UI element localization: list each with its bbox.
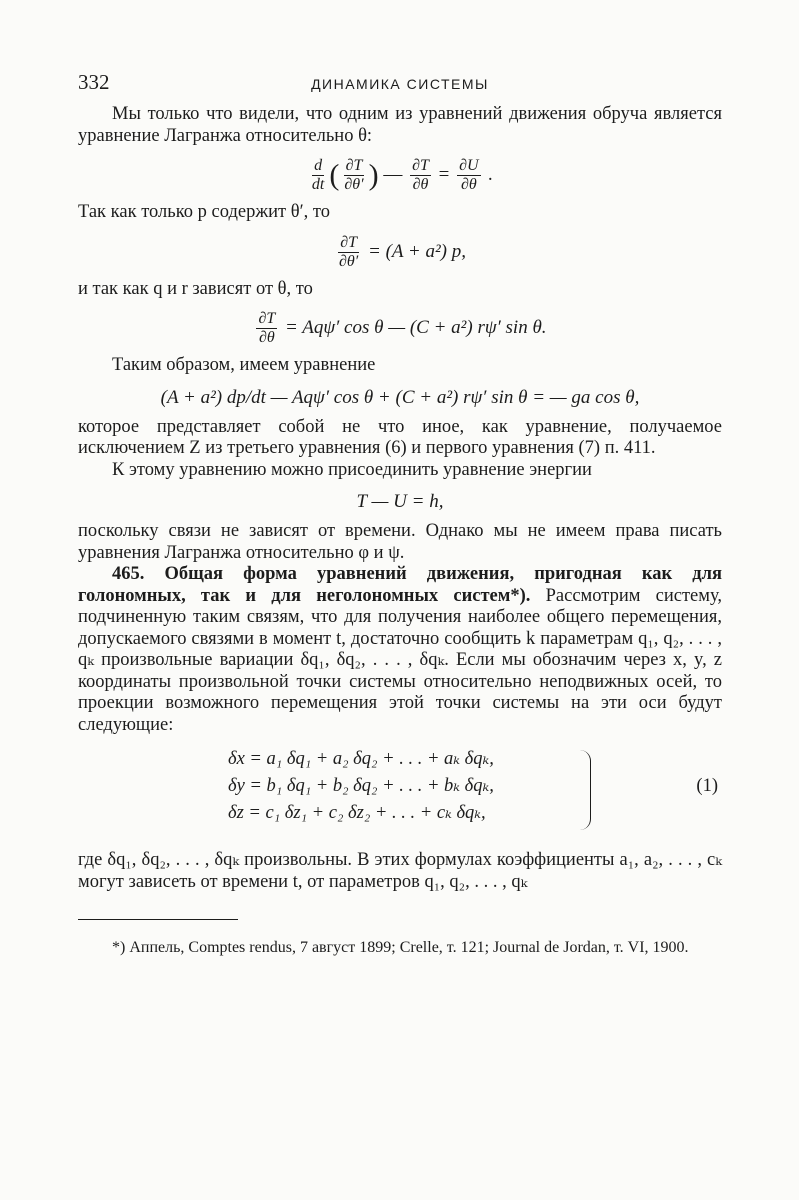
paragraph-1: Мы только что видели, что одним из уравнений движения обруча является уравнение Лагранжа относительно θ: — [78, 104, 722, 146]
equation-number: (1) — [696, 776, 718, 796]
paragraph-3: и так как q и r зависят от θ, то — [78, 278, 313, 299]
right-brace — [580, 750, 591, 830]
variation-system — [78, 746, 722, 842]
running-head: ДИНАМИКА СИСТЕМЫ — [311, 76, 489, 92]
equation-dT-dtheta-prime: $\frac{\partial T}{\partial\theta'}$ = (A + a²) p, — [338, 233, 467, 270]
paragraph-7: поскольку связи не зависят от времени. Однако мы не имеем права писать уравнения Лагранжа относительно φ и ψ. — [78, 521, 722, 563]
paragraph-5: которое представляет собой не что иное, как уравнение, получаемое исключением Z из третьего уравнения (6) и первого уравнения (7) п. 411. — [78, 416, 722, 458]
page — [78, 70, 722, 957]
system-line-3: δz = c₁ δz₁ + c₂ δz₂ + . . . + cₖ δqₖ, — [228, 803, 486, 823]
page-header — [78, 70, 722, 104]
paragraph-2: Так как только p содержит θ′, то — [78, 202, 330, 222]
page-number: 332 — [78, 70, 110, 94]
paragraph-4: Таким образом, имеем уравнение — [112, 355, 376, 375]
paragraph-6: К этому уравнению можно присоединить уравнение энергии — [112, 459, 592, 480]
system-line-2: δy = b₁ δq₁ + b₂ δq₂ + . . . + bₖ δqₖ, — [228, 776, 494, 796]
equation-energy: T — U = h, — [356, 491, 444, 512]
equation-lagrange: $\frac{d}{dt}$ ( $\frac{\partial T}{\partial\theta'}$ ) — $\frac{\partial T}{\partial\theta}$ = $\frac{\partial U}{\partial\theta}$ . — [311, 157, 494, 193]
footnote-divider — [78, 919, 238, 920]
system-line-1: δx = a₁ δq₁ + a₂ δq₂ + . . . + aₖ δqₖ, — [228, 749, 494, 769]
section-465 — [78, 564, 722, 736]
section-heading: 465. Общая форма уравнений движения, пригодная как для голономных, так и для неголономных систем*). — [78, 564, 722, 606]
footnote: *) Аппель, Comptes rendus, 7 август 1899; Crelle, т. 121; Journal de Jordan, т. VI, 1900. — [112, 939, 689, 956]
paragraph-8: Рассмотрим систему, подчиненную таким связям, что для получения наиболее общего перемещения, допускаемого связями в момент t, достаточно сообщить k параметрам q₁, q₂, . . . , qₖ произвольные вариации δq₁, δq₂, . . . , δqₖ. Если мы обозначим через x, y, z координаты произвольной точки системы относительно неподвижных осей, то проекции возможного перемещения этой точки системы на эти оси будут следующие: — [78, 585, 722, 735]
equation-dT-dtheta: $\frac{\partial T}{\partial\theta}$ = Aqψ′ cos θ — (C + a²) rψ′ sin θ. — [258, 310, 547, 346]
equation-motion: (A + a²) dp/dt — Aqψ′ cos θ + (C + a²) rψ′ sin θ = — ga cos θ, — [160, 386, 640, 408]
paragraph-9: где δq₁, δq₂, . . . , δqₖ произвольны. В этих формулах коэффициенты a₁, a₂, . . . , cₖ могут зависеть от времени t, от параметров q₁, q₂, . . . , qₖ — [78, 850, 722, 892]
